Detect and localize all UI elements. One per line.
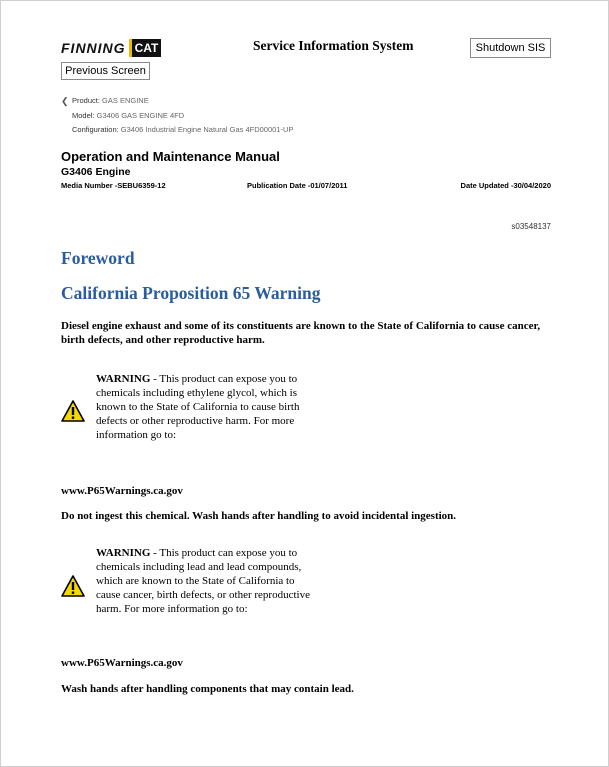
- configuration-label: Configuration:: [72, 125, 119, 134]
- date-updated: Date Updated -30/04/2020: [460, 181, 551, 190]
- finning-cat-logo: [61, 37, 161, 59]
- product-label: Product:: [72, 96, 100, 105]
- product-value: GAS ENGINE: [102, 96, 149, 105]
- chevron-left-icon[interactable]: ❮: [61, 96, 69, 106]
- warning-1-body: - This product can expose you to chemicals including ethylene glycol, which is known to the State of California to cause birth defects or other reproductive harm. For more information go to:: [96, 373, 300, 441]
- p65-url-1: www.P65Warnings.ca.gov: [61, 485, 183, 497]
- configuration-value: G3406 Industrial Engine Natural Gas 4FD00001-UP: [120, 125, 294, 134]
- manual-title: Operation and Maintenance Manual: [61, 149, 280, 164]
- cat-badge: CAT: [129, 39, 162, 57]
- instruction-1: Do not ingest this chemical. Wash hands after handling to avoid incidental ingestion.: [61, 510, 457, 522]
- warning-triangle-icon: [61, 575, 85, 597]
- shutdown-sis-button[interactable]: Shutdown SIS: [470, 38, 551, 58]
- model-label: Model:: [72, 111, 95, 120]
- warning-1-label: WARNING: [96, 373, 151, 385]
- product-line: [72, 96, 149, 105]
- warning-1-text: [96, 372, 311, 442]
- warning-2-body: - This product can expose you to chemicals including lead and lead compounds, which are known to the State of California to cause cancer, birth defects, or other reproductive harm. For more information go to:: [96, 547, 310, 615]
- document-id: s03548137: [511, 222, 551, 231]
- warning-2-text: [96, 546, 311, 616]
- intro-paragraph: Diesel engine exhaust and some of its constituents are known to the State of California to cause cancer, birth defects, and other reproductive harm.: [61, 320, 541, 346]
- system-title: Service Information System: [253, 38, 414, 53]
- model-value: G3406 GAS ENGINE 4FD: [96, 111, 185, 120]
- previous-screen-button[interactable]: Previous Screen: [61, 62, 150, 80]
- p65-url-2: www.P65Warnings.ca.gov: [61, 657, 183, 669]
- warning-2-label: WARNING: [96, 547, 151, 559]
- foreword-heading: Foreword: [61, 248, 135, 268]
- logo-text: FINNING: [61, 40, 126, 56]
- section-heading: California Proposition 65 Warning: [61, 283, 321, 303]
- instruction-2: Wash hands after handling components that may contain lead.: [61, 683, 354, 695]
- publication-date: Publication Date -01/07/2011: [247, 181, 348, 190]
- model-line: [72, 111, 184, 120]
- warning-triangle-icon: [61, 400, 85, 422]
- engine-name: G3406 Engine: [61, 166, 131, 178]
- media-number: Media Number -SEBU6359-12: [61, 181, 166, 190]
- configuration-line: [72, 125, 293, 134]
